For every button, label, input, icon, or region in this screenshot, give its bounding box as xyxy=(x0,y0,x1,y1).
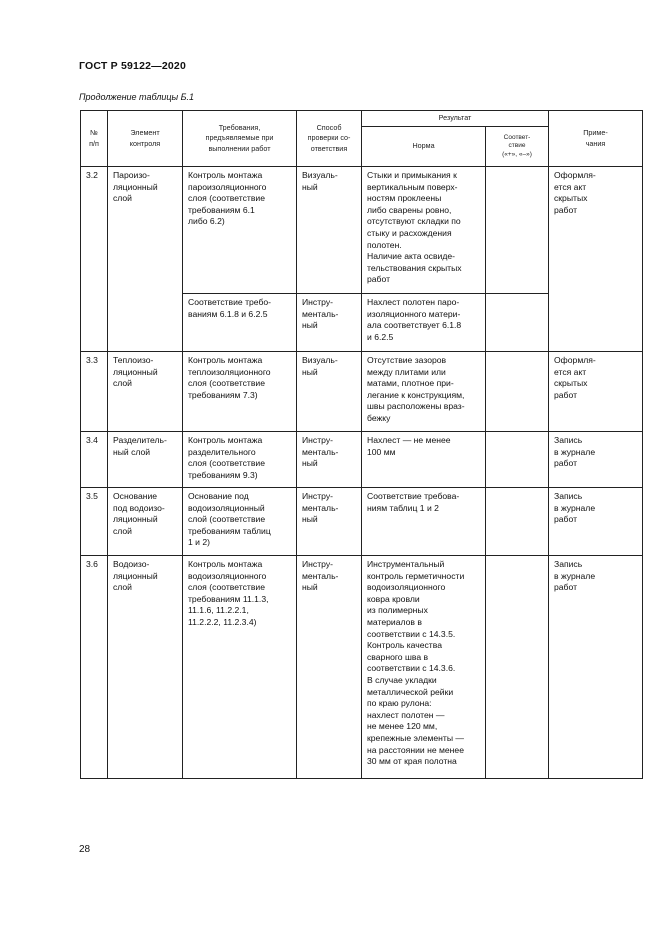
row-element: Теплоизо- ляционный слой xyxy=(108,352,183,432)
row-requirements: Контроль монтажа разделительного слоя (соответствие требованиям 9.3) xyxy=(183,432,297,488)
page-number: 28 xyxy=(79,844,91,855)
row-number: 3.5 xyxy=(81,488,108,556)
row-norm: Нахлест полотен паро- изоляционного матери- ала соответствует 6.1.8 и 6.2.5 xyxy=(362,294,486,352)
row-requirements: Основание под водоизоляционный слой (соответствие требованиям таблиц 1 и 2) xyxy=(183,488,297,556)
col-header-result: Результат xyxy=(362,111,549,127)
row-element: Водоизо- ляционный слой xyxy=(108,556,183,779)
col-header-method: Способ проверки со- ответствия xyxy=(297,111,362,167)
row-compliance xyxy=(486,352,549,432)
row-notes: Оформля- ется акт скрытых работ xyxy=(549,352,643,432)
table-caption: Продолжение таблицы Б.1 xyxy=(79,92,195,102)
row-requirements: Контроль монтажа пароизоляционного слоя (соответствие требованиям 6.1 либо 6.2) xyxy=(183,167,297,294)
row-number: 3.2 xyxy=(81,167,108,352)
col-header-notes: Приме- чания xyxy=(549,111,643,167)
col-header-number: № п/п xyxy=(81,111,108,167)
col-header-norm: Норма xyxy=(362,127,486,167)
row-notes: Запись в журнале работ xyxy=(549,488,643,556)
row-norm: Отсутствие зазоров между плитами или матами, плотное при- легание к конструкциям, швы расположены враз- бежку xyxy=(362,352,486,432)
row-norm: Инструментальный контроль герметичности водоизоляционного ковра кровли из полимерных материалов в соответствии с 14.3.5. Контроль качества сварного шва в соответствии с 14.3.6. В случае укладки металлической рейки по краю рулона: нахлест полотен — не менее 120 мм, крепежные элементы — на расстоянии не менее 30 мм от края полотна xyxy=(362,556,486,779)
col-header-requirements: Требования, предъявляемые при выполнении работ xyxy=(183,111,297,167)
row-compliance xyxy=(486,488,549,556)
row-notes: Запись в журнале работ xyxy=(549,556,643,779)
row-notes: Запись в журнале работ xyxy=(549,432,643,488)
row-element: Пароизо- ляционный слой xyxy=(108,167,183,352)
row-method: Инстру- менталь- ный xyxy=(297,432,362,488)
row-compliance xyxy=(486,432,549,488)
row-element: Основание под водоизо- ляционный слой xyxy=(108,488,183,556)
table-row xyxy=(81,488,643,556)
col-header-compliance: Соответ- ствие («+», «–») xyxy=(486,127,549,167)
row-notes: Оформля- ется акт скрытых работ xyxy=(549,167,643,352)
row-number: 3.3 xyxy=(81,352,108,432)
row-method: Инстру- менталь- ный xyxy=(297,556,362,779)
row-norm: Соответствие требова- ниям таблиц 1 и 2 xyxy=(362,488,486,556)
row-method: Инстру- менталь- ный xyxy=(297,488,362,556)
row-method: Инстру- менталь- ный xyxy=(297,294,362,352)
row-requirements: Контроль монтажа водоизоляционного слоя (соответствие требованиям 11.1.3, 11.1.6, 11.2.2.1, 11.2.2.2, 11.2.3.4) xyxy=(183,556,297,779)
col-header-element: Элемент контроля xyxy=(108,111,183,167)
table-row xyxy=(81,352,643,432)
row-compliance xyxy=(486,294,549,352)
row-requirements: Контроль монтажа теплоизоляционного слоя (соответствие требованиям 7.3) xyxy=(183,352,297,432)
table-row xyxy=(81,556,643,779)
row-norm: Нахлест — не менее 100 мм xyxy=(362,432,486,488)
table-row xyxy=(81,432,643,488)
row-method: Визуаль- ный xyxy=(297,167,362,294)
row-element: Разделитель- ный слой xyxy=(108,432,183,488)
row-requirements: Соответствие требо- ваниям 6.1.8 и 6.2.5 xyxy=(183,294,297,352)
table-row xyxy=(81,167,643,294)
row-compliance xyxy=(486,167,549,294)
row-norm: Стыки и примыкания к вертикальным поверх- ностям проклеены либо сварены ровно, отсутствуют складки по стыку и расхождения полотен. Наличие акта освиде- тельствования скрытых работ xyxy=(362,167,486,294)
row-number: 3.6 xyxy=(81,556,108,779)
row-number: 3.4 xyxy=(81,432,108,488)
document-title: ГОСТ Р 59122—2020 xyxy=(79,60,187,72)
inspection-table xyxy=(80,110,643,779)
row-method: Визуаль- ный xyxy=(297,352,362,432)
row-compliance xyxy=(486,556,549,779)
